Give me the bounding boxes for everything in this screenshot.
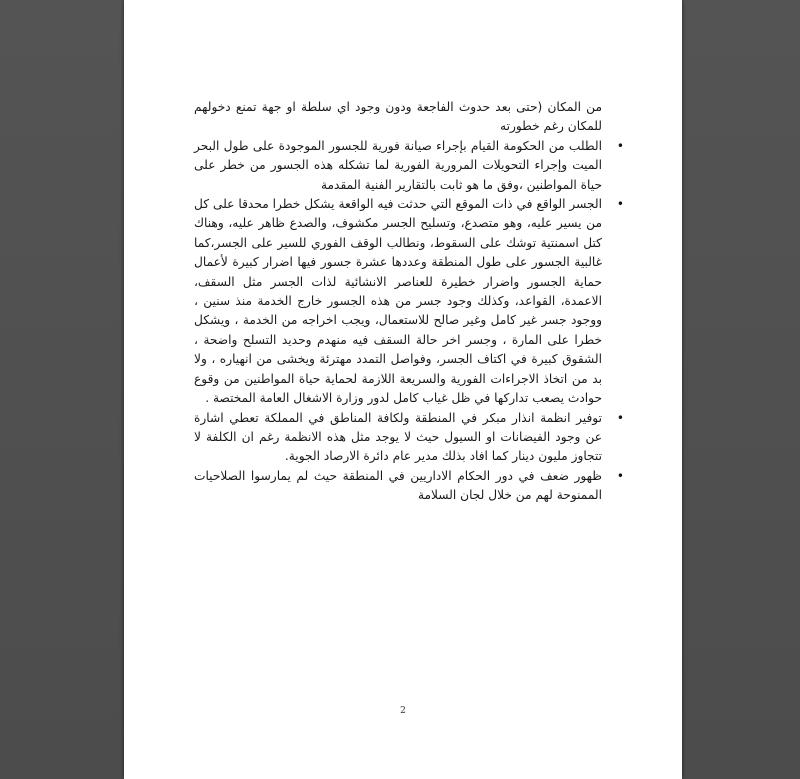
bullet-item-3 <box>194 409 624 467</box>
intro-paragraph: من المكان (حتى بعد حدوث الفاجعة ودون وجود اي سلطة او جهة تمنع دخولهم للمكان رغم خطورته <box>194 100 602 134</box>
bullet-icon: • <box>616 468 624 483</box>
bullet-text-2: الجسر الواقع في ذات الموقع التي حدثت فيه الواقعة يشكل خطرا محدقا على كل من يسير عليه، وهو متصدع، وتسليح الجسر مكشوف، والصدع ظاهر عليه، وهناك كتل اسمنتية توشك على السقوط، ونطالب الوقف الفوري للسير على الجسر،كما غالبية الجسور على طول المنطقة وعددها عشرة جسور فيها اضرار كبيرة لأعمال حماية الجسور واضرار خطيرة للعناصر الانشائية لذات الجسر مثل السقف، الاعمدة، القواعد، وكذلك وجود جسر من هذه الجسور خارج الخدمة منذ سنين ، ووجود جسر غير كامل وغير صالح للاستعمال، ويجب اخراجه من الخدمة ، ويشكل خطرا على المارة ، وجسر اخر حالة السقف فيه منهدم وحديد التسلح واضحة ، الشقوق كبيرة في اكتاف الجسر، وفواصل التمدد مهترئة ويخشى من انهياره ، ولا بد من اتخاذ الاجراءات الفورية والسريعة اللازمة لحماية حياة المواطنين من وقوع حوادث يصعب تداركها في ظل غياب كامل لدور وزارة الاشغال العامة المختصة . <box>194 197 602 406</box>
bullet-icon: • <box>616 138 624 153</box>
bullet-icon: • <box>616 197 624 212</box>
bullet-text-1: الطلب من الحكومة القيام بإجراء صيانة فورية للجسور الموجودة على طول البحر الميت وإجراء التحويلات المرورية الفورية لما تشكله هذه الجسور من خطر على حياة المواطنين ،وفق ما هو ثابت بالتقارير الفنية المقدمة <box>194 138 602 192</box>
page-number: 2 <box>400 706 406 716</box>
bullet-text-3: توفير انظمة انذار مبكر في المنطقة ولكافة المناطق في المملكة تعطي اشارة عن وجود الفيضانات او السيول حيث لا يوجد مثل هذه الانظمة رغم ان الكلفة لا تتجاوز مليون دينار كما افاد بذلك مدير عام دائرة الارصاد الجوية. <box>194 410 602 464</box>
bullet-item-4 <box>194 467 624 506</box>
bullet-item-2 <box>194 195 624 408</box>
document-page <box>124 0 682 779</box>
bullet-icon: • <box>616 410 624 425</box>
bullet-text-4: ظهور ضعف في دور الحكام الاداريين في المنطقة حيث لم يمارسوا الصلاحيات الممنوحة لهم من خلال لجان السلامة <box>194 468 602 503</box>
bullet-item-1 <box>194 137 624 195</box>
page-content <box>194 98 624 506</box>
